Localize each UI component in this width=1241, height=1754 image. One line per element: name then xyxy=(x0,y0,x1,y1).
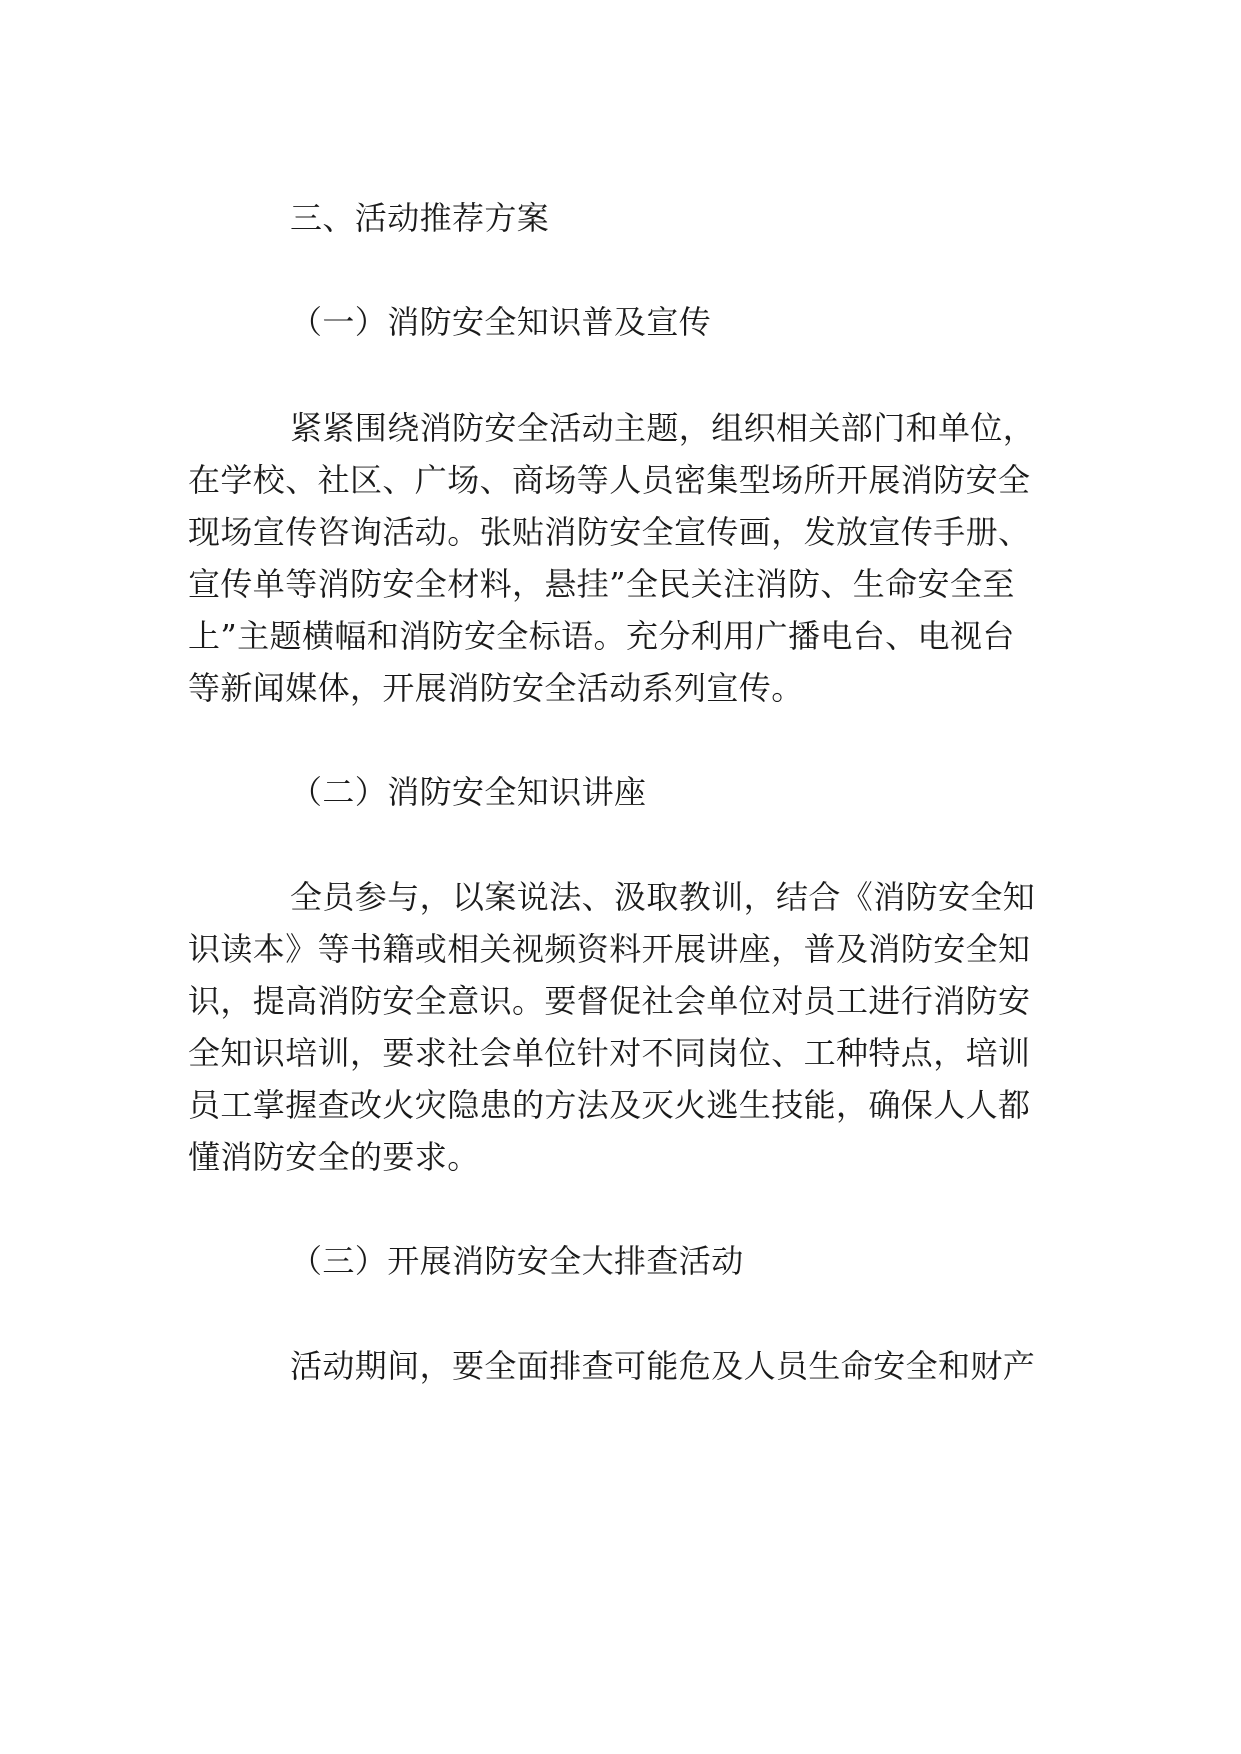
subsection-heading-2: （二）消防安全知识讲座 xyxy=(290,773,647,811)
paragraph-2-line-5: 员工掌握查改火灾隐患的方法及灭火逃生技能，确保人人都 xyxy=(188,1086,1031,1124)
paragraph-1-line-4: 宣传单等消防安全材料，悬挂”全民关注消防、生命安全至 xyxy=(188,565,1015,603)
paragraph-2-line-1: 全员参与，以案说法、汲取教训，结合《消防安全知 xyxy=(290,878,1036,916)
paragraph-3-line-1: 活动期间，要全面排查可能危及人员生命安全和财产 xyxy=(290,1347,1036,1385)
section-title: 三、活动推荐方案 xyxy=(290,199,550,237)
subsection-heading-1: （一）消防安全知识普及宣传 xyxy=(290,303,712,341)
subsection-heading-3: （三）开展消防安全大排查活动 xyxy=(290,1242,744,1280)
paragraph-1-line-6: 等新闻媒体，开展消防安全活动系列宣传。 xyxy=(188,669,804,707)
paragraph-1-line-5: 上”主题横幅和消防安全标语。充分利用广播电台、电视台 xyxy=(188,617,1015,655)
paragraph-2-line-2: 识读本》等书籍或相关视频资料开展讲座，普及消防安全知 xyxy=(188,930,1031,968)
paragraph-2-line-3: 识，提高消防安全意识。要督促社会单位对员工进行消防安 xyxy=(188,982,1031,1020)
paragraph-1-line-3: 现场宣传咨询活动。张贴消防安全宣传画，发放宣传手册、 xyxy=(188,513,1031,551)
paragraph-2-line-6: 懂消防安全的要求。 xyxy=(188,1138,480,1176)
paragraph-2-line-4: 全知识培训，要求社会单位针对不同岗位、工种特点，培训 xyxy=(188,1034,1031,1072)
paragraph-1-line-2: 在学校、社区、广场、商场等人员密集型场所开展消防安全 xyxy=(188,461,1031,499)
paragraph-1-line-1: 紧紧围绕消防安全活动主题，组织相关部门和单位， xyxy=(290,409,1036,447)
